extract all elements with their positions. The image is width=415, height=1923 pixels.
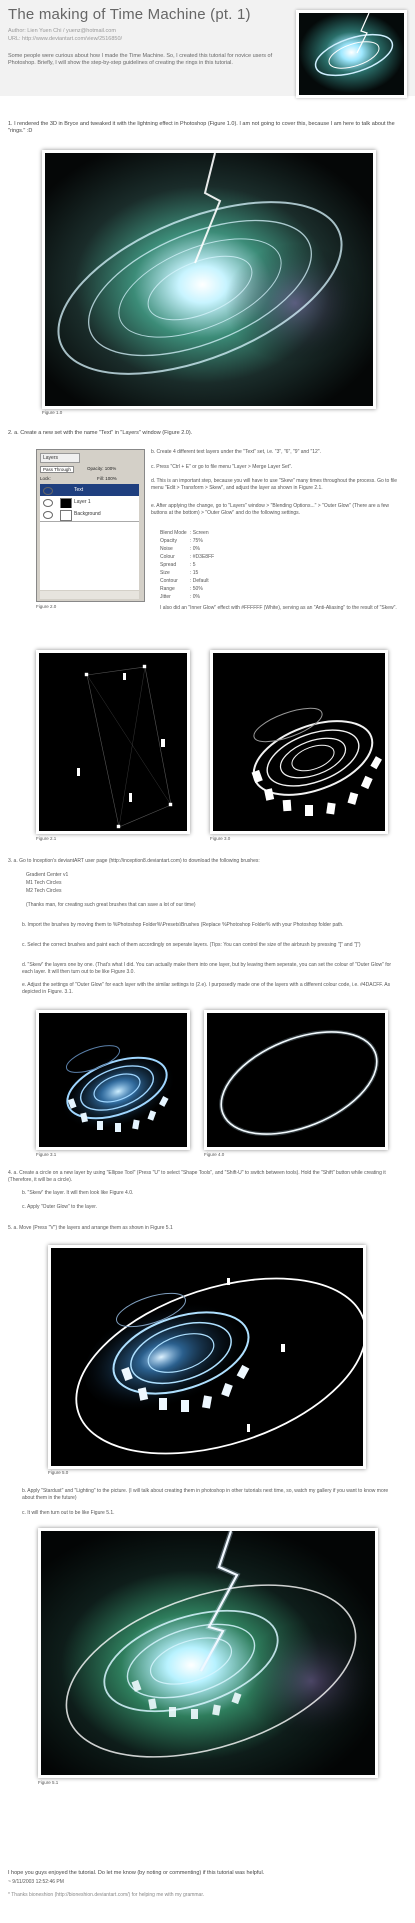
- header: [0, 0, 415, 96]
- figure-1-0-caption: Figure 1.0: [42, 410, 63, 415]
- blend-mode-select[interactable]: Pass Through: [40, 466, 74, 473]
- figure-3-0-image: [210, 650, 388, 834]
- thumbnail-image: [296, 10, 407, 98]
- lock-label: Lock:: [40, 476, 51, 481]
- figure-5-0-caption: Figure 5.0: [48, 1470, 69, 1475]
- figure-3-0-caption: Figure 3.0: [210, 836, 231, 841]
- eye-icon[interactable]: [43, 487, 53, 495]
- step5b-text: b. Apply "Stardust" and "Lighting" to the picture. (I will talk about creating them in photoshop in other tutorials next time, so, watch my gallery if you want to know more about them in the future): [22, 1488, 389, 1501]
- footer-date: ~ 9/11/2003 12:52:46 PM: [8, 1879, 64, 1885]
- step2c-text: c. Press "Ctrl + E" or go to file menu "Layer > Merge Layer Set".: [151, 464, 293, 470]
- step3e-text: e. Adjust the settings of "Outer Glow" for each layer with the similar settings to (2.e). I purposedly made one of the layers with a different colour code, i.e. #4DACFF. As depicted in Figure. 3.1.: [22, 982, 391, 995]
- step3b-text: b. Import the brushes by moving them to %Photoshop Folder%\Presets\Brushes (Replace %Photoshop Folder% with your Photoshop folder path.: [22, 922, 344, 928]
- step2a-text: 2. a. Create a new set with the name "Text" in "Layers" window (Figure 2.0).: [8, 430, 193, 436]
- page-title: The making of Time Machine (pt. 1): [8, 6, 251, 23]
- layers-panel[interactable]: [36, 449, 145, 602]
- brush-item: M2 Tech Circles: [26, 888, 62, 894]
- step5c-text: c. It will then turn out to be like Figure 5.1.: [22, 1510, 115, 1516]
- figure-5-1-image: [38, 1528, 378, 1778]
- inner-glow-text: I also did an "Inner Glow" effect with #FFFFFF (White), serving as an "Anti-Aliasing" to the result of "Skew".: [160, 605, 397, 611]
- author-line: Author: Lien Yuen Chi / yuenz@hotmail.com: [8, 28, 116, 34]
- eye-icon[interactable]: [43, 511, 53, 519]
- opacity-field[interactable]: Opacity: 100%: [87, 466, 117, 471]
- brush-item: Gradient Center v1: [26, 872, 69, 878]
- figure-5-0-image: [48, 1245, 366, 1469]
- layer-row-layer1[interactable]: Layer 1: [40, 496, 139, 510]
- figure-3-1-caption: Figure 3.1: [36, 1152, 57, 1157]
- figure-4-0-image: [204, 1010, 388, 1150]
- step4b-text: b. "Skew" the layer. It will then look like Figure 4.0.: [22, 1190, 134, 1196]
- footer-credits: * Thanks bioneshion (http://bioneshion.deviantart.com/) for helping me with my grammar.: [8, 1892, 205, 1898]
- figure-1-0-image: [42, 150, 376, 409]
- layers-tab[interactable]: Layers: [40, 453, 80, 463]
- footer: [0, 1870, 415, 1923]
- figure-2-1-image: [36, 650, 190, 834]
- step3d-text: d. "Skew" the layers one by one. (That's what I did. You can actually make them into one layer, but by leaving them seperate, you can set the colour of "Outer Glow" for each layer. It will then turn out to be like Figure 3.0.: [22, 962, 392, 975]
- eye-icon[interactable]: [43, 499, 53, 507]
- figure-2-0-caption: Figure 2.0: [36, 604, 57, 609]
- layer-row-background[interactable]: Background: [40, 508, 139, 522]
- figure-4-0-caption: Figure 4.0: [204, 1152, 225, 1157]
- brush-item: M1 Tech Circles: [26, 880, 62, 886]
- step4c-text: c. Apply "Outer Glow" to the layer.: [22, 1204, 97, 1210]
- step5a-text: 5. a. Move (Press "V") the layers and arrange them as shown in Figure 5.1: [8, 1225, 173, 1231]
- step3c-text: c. Select the correct brushes and paint each of them accordingly on seperate layers. (Tips: You can control the size of the airbrush by pressing "[" and "]"): [22, 942, 361, 948]
- layer-row-text[interactable]: Text: [40, 484, 139, 498]
- figure-2-1-caption: Figure 2.1: [36, 836, 57, 841]
- step3a-text: 3. a. Go to Inception's deviantART user page (http://inception8.deviantart.com) to download the following brushes:: [8, 858, 260, 864]
- figure-3-1-image: [36, 1010, 190, 1150]
- step4a-text: 4. a. Create a circle on a new layer by using "Ellipse Tool" (Press "U" to select "Shape Tools", and "Shift-U" to switch between tools). Hold the "Shift" button while creating it (Therefore, it will be a circle).: [8, 1170, 386, 1183]
- step1-text: 1. I rendered the 3D in Bryce and tweaked it with the lightning effect in Photoshop (Figure 1.0). I am not going to cover this, because I am here to talk about the "rings." :D: [8, 121, 395, 134]
- thanks-text: (Thanks man, for creating such great brushes that can save a lot of our time): [26, 902, 196, 908]
- step2e-text: e. After applying the change, go to "Layers" window > "Blending Options..." > "Outer Glow" (There are a few buttons at the bottom) > "Outer Glow" and do the following settings.: [151, 503, 390, 516]
- url-line[interactable]: URL: http://www.deviantart.com/view/2516850/: [8, 36, 123, 42]
- layer-thumbnail: [60, 510, 72, 521]
- figure-5-1-caption: Figure 5.1: [38, 1780, 59, 1785]
- step2b-text: b. Create 4 different text layers under the "Text" set, i.e. "3", "6", "9" and "12".: [151, 449, 321, 455]
- layers-button-bar[interactable]: [40, 591, 139, 599]
- intro-text: Some people were curious about how I made the Time Machine. So, I created this tutorial for novice users of Photoshop. Briefly, I will show the step-by-step guidelines of creating the rings in this tutorial.: [8, 53, 273, 66]
- fill-field[interactable]: Fill: 100%: [97, 476, 117, 481]
- layers-empty-area: [40, 522, 139, 590]
- footer-line-1: I hope you guys enjoyed the tutorial. Do let me know (by noting or commenting) if this tutorial was helpful.: [8, 1870, 265, 1876]
- step2d-text: d. This is an important step, because you will have to use "Skew" many times throughout the process. Go to file menu "Edit > Transform > Skew", and adjust the layer as shown in Figure 2.1.: [151, 478, 398, 491]
